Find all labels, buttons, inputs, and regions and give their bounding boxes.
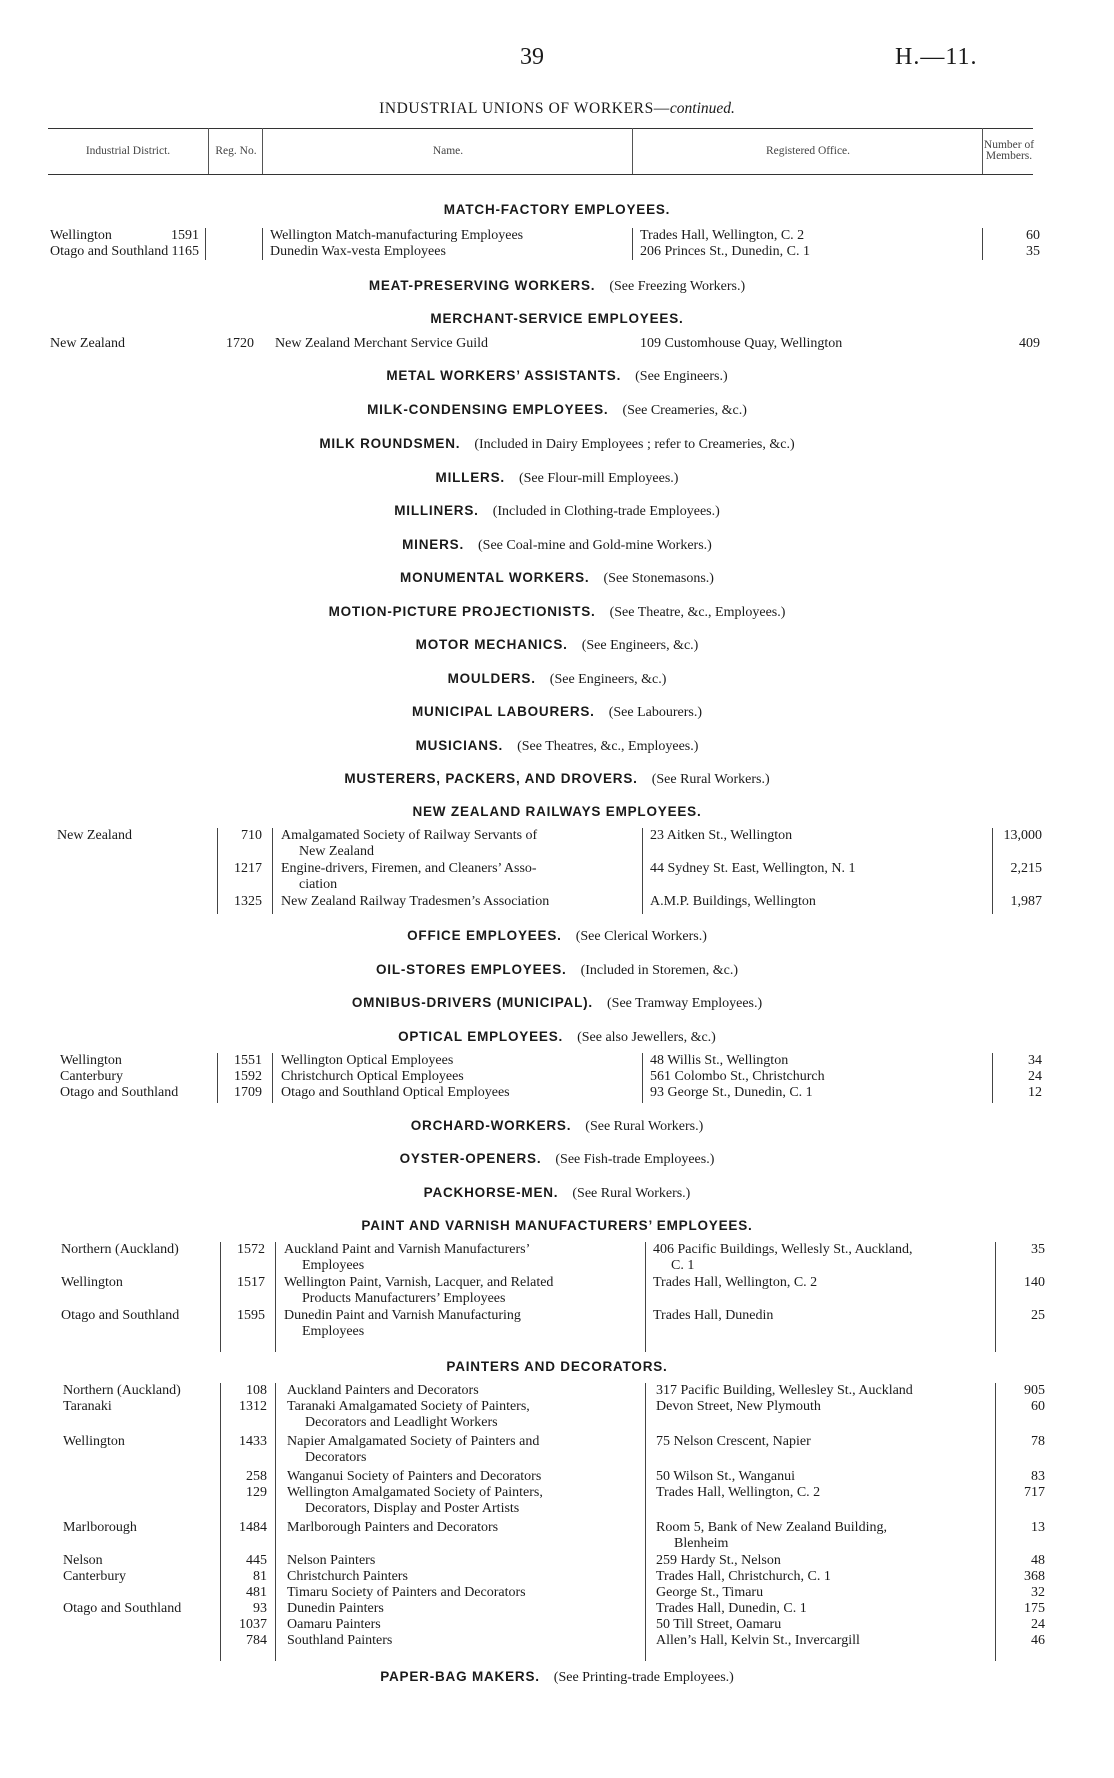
union-name: Taranaki Amalgamated Society of Painters, [287, 1399, 530, 1414]
section-note: (See also Jewellers, &c.) [577, 1030, 716, 1045]
section-note: (Included in Dairy Employees ; refer to Creameries, &c.) [474, 437, 795, 452]
office-address: Trades Hall, Christchurch, C. 1 [656, 1569, 831, 1584]
office-cell [656, 1617, 996, 1633]
members-cell: 140 [1024, 1275, 1045, 1290]
office-cell [650, 894, 990, 910]
office-cell [656, 1520, 996, 1551]
district-cell: Wellington [50, 228, 112, 243]
section-heading [0, 1151, 1114, 1168]
column-separator [220, 1242, 221, 1352]
reg-no-cell: 1312 [239, 1399, 267, 1414]
section-heading [0, 1669, 1114, 1686]
union-name: Timaru Society of Painters and Decorators [287, 1585, 526, 1600]
section-title: MUSTERERS, PACKERS, AND DROVERS. [344, 771, 638, 786]
section-note: (See Freezing Workers.) [609, 279, 746, 294]
section-heading [0, 804, 1114, 821]
section-title: MILLERS. [435, 470, 505, 485]
union-name-cell [281, 861, 661, 892]
office-cell [653, 1242, 993, 1273]
section-heading [0, 771, 1114, 788]
office-address: Devon Street, New Plymouth [656, 1399, 821, 1414]
reg-no-cell: 1720 [226, 336, 254, 351]
section-note: (See Engineers.) [635, 369, 728, 384]
office-cell [656, 1553, 996, 1569]
office-address: Trades Hall, Dunedin, C. 1 [656, 1601, 807, 1616]
members-cell: 83 [1031, 1469, 1045, 1484]
reg-no-cell: 1551 [234, 1053, 262, 1068]
district-cell: Otago and Southland [50, 244, 169, 259]
column-header-district: Industrial District. [85, 144, 171, 157]
union-name: Dunedin Paint and Varnish Manufacturing [284, 1308, 521, 1323]
union-name: Wellington Amalgamated Society of Painters, [287, 1485, 543, 1500]
district-cell: Wellington [63, 1434, 125, 1449]
section-note: (Included in Storemen, &c.) [580, 963, 739, 978]
office-address: 50 Wilson St., Wanganui [656, 1469, 795, 1484]
section-title: MOTION-PICTURE PROJECTIONISTS. [328, 604, 596, 619]
union-name-cell [287, 1399, 667, 1430]
office-address: 206 Princes St., Dunedin, C. 1 [640, 244, 810, 259]
office-cell [656, 1585, 996, 1601]
district-cell: Wellington [60, 1053, 122, 1068]
section-heading [0, 671, 1114, 688]
district-cell: Otago and Southland [60, 1085, 179, 1100]
union-name: Christchurch Optical Employees [281, 1069, 464, 1084]
members-cell: 35 [1026, 244, 1040, 259]
section-title: OFFICE EMPLOYEES. [407, 928, 562, 943]
members-cell: 717 [1024, 1485, 1045, 1500]
district-cell: Otago and Southland [63, 1601, 182, 1616]
district-cell: Marlborough [63, 1520, 137, 1535]
office-address: 109 Customhouse Quay, Wellington [640, 336, 843, 351]
union-name-continued: Employees [302, 1257, 365, 1273]
section-title: OYSTER-OPENERS. [399, 1151, 542, 1166]
union-name: Auckland Paint and Varnish Manufacturers’ [284, 1242, 531, 1257]
union-name-cell [287, 1469, 667, 1485]
union-name-cell [287, 1485, 667, 1516]
section-heading [0, 570, 1114, 587]
section-heading [0, 1029, 1114, 1046]
union-name-continued: Decorators and Leadlight Workers [305, 1414, 498, 1430]
members-cell: 48 [1031, 1553, 1045, 1568]
section-note: (See Clerical Workers.) [575, 929, 707, 944]
section-heading [0, 503, 1114, 520]
union-name-cell [270, 244, 650, 260]
section-title: OMNIBUS-DRIVERS (MUNICIPAL). [351, 995, 593, 1010]
section-note: (See Engineers, &c.) [581, 638, 699, 653]
office-cell [656, 1633, 996, 1649]
column-header-reg: Reg. No. [208, 128, 263, 174]
members-cell: 32 [1031, 1585, 1045, 1600]
reg-no-cell: 93 [253, 1601, 267, 1616]
page-number: 39 [520, 44, 544, 70]
office-address: 23 Aitken St., Wellington [650, 828, 793, 843]
section-note: (See Engineers, &c.) [549, 672, 667, 687]
section-heading [0, 928, 1114, 945]
reg-no-cell: 1592 [234, 1069, 262, 1084]
section-heading [0, 1218, 1114, 1235]
office-address: 50 Till Street, Oamaru [656, 1617, 782, 1632]
members-cell: 2,215 [1010, 861, 1042, 876]
section-title: NEW ZEALAND RAILWAYS EMPLOYEES. [412, 804, 702, 819]
reg-no-cell: 129 [246, 1485, 267, 1500]
union-name-continued: Employees [302, 1323, 365, 1339]
union-name-cell [287, 1633, 667, 1649]
district-cell: New Zealand [57, 828, 133, 843]
union-name-cell [281, 894, 661, 910]
section-title: OPTICAL EMPLOYEES. [398, 1029, 564, 1044]
union-name: Wellington Match-manufacturing Employees [270, 228, 524, 243]
section-title: PACKHORSE-MEN. [423, 1185, 559, 1200]
column-header-office: Registered Office. [632, 128, 983, 174]
section-heading [0, 402, 1114, 419]
office-address: George St., Timaru [656, 1585, 764, 1600]
section-heading [0, 995, 1114, 1012]
section-note: (See Printing-trade Employees.) [553, 1670, 734, 1685]
union-name-cell [281, 1053, 661, 1069]
union-name-cell [287, 1601, 667, 1617]
reg-no-cell: 1572 [237, 1242, 265, 1257]
members-cell: 60 [1026, 228, 1040, 243]
members-cell: 368 [1024, 1569, 1045, 1584]
section-title: MATCH-FACTORY EMPLOYEES. [443, 202, 671, 217]
section-title: PAINT AND VARNISH MANUFACTURERS’ EMPLOYEES. [361, 1218, 753, 1233]
section-title: MEAT-PRESERVING WORKERS. [368, 278, 596, 293]
reg-no-cell: 1037 [239, 1617, 267, 1632]
header-bottom-rule [48, 174, 1033, 175]
reg-no-cell: 1595 [237, 1308, 265, 1323]
section-note: (See Rural Workers.) [651, 772, 770, 787]
section-heading [0, 1118, 1114, 1135]
section-title: OIL-STORES EMPLOYEES. [375, 962, 567, 977]
section-note: (Included in Clothing-trade Employees.) [492, 504, 720, 519]
district-cell: Otago and Southland [61, 1308, 180, 1323]
union-name-cell [287, 1569, 667, 1585]
district-cell: Canterbury [63, 1569, 126, 1584]
section-note: (See Tramway Employees.) [607, 996, 763, 1011]
section-heading [0, 604, 1114, 621]
union-name: Dunedin Wax-vesta Employees [270, 244, 446, 259]
column-separator [205, 228, 206, 260]
reg-no-cell: 1484 [239, 1520, 267, 1535]
union-name-continued: ciation [299, 876, 338, 892]
section-heading [0, 1359, 1114, 1376]
office-cell [650, 1085, 990, 1101]
section-heading [0, 278, 1114, 295]
reg-no-cell: 1433 [239, 1434, 267, 1449]
office-address: Trades Hall, Dunedin [653, 1308, 774, 1323]
office-cell [640, 228, 980, 244]
office-address: 75 Nelson Crescent, Napier [656, 1434, 811, 1449]
office-address: Trades Hall, Wellington, C. 2 [640, 228, 805, 243]
union-name-cell [275, 336, 655, 352]
union-name: New Zealand Merchant Service Guild [275, 336, 489, 351]
district-cell: New Zealand [50, 336, 126, 351]
reg-no-cell: 108 [246, 1383, 267, 1398]
section-note: (See Creameries, &c.) [622, 403, 747, 418]
office-cell [656, 1434, 996, 1450]
members-cell: 13 [1031, 1520, 1045, 1535]
office-address: Trades Hall, Wellington, C. 2 [656, 1485, 821, 1500]
section-heading [0, 738, 1114, 755]
union-name-cell [287, 1383, 667, 1399]
office-cell [650, 828, 990, 844]
reg-no-cell: 710 [241, 828, 262, 843]
section-title: PAINTERS AND DECORATORS. [446, 1359, 668, 1374]
union-name-cell [287, 1585, 667, 1601]
section-title: ORCHARD-WORKERS. [410, 1118, 572, 1133]
district-cell: Nelson [63, 1553, 103, 1568]
union-name: Christchurch Painters [287, 1569, 408, 1584]
section-note: (See Theatres, &c., Employees.) [517, 739, 699, 754]
union-name: Wanganui Society of Painters and Decorators [287, 1469, 542, 1484]
union-name: Otago and Southland Optical Employees [281, 1085, 510, 1100]
members-cell: 24 [1031, 1617, 1045, 1632]
section-title: MONUMENTAL WORKERS. [400, 570, 590, 585]
section-title: METAL WORKERS’ ASSISTANTS. [386, 368, 622, 383]
office-cell [656, 1399, 996, 1415]
column-header-members: Number of Members. [982, 128, 1035, 174]
union-name-continued: Products Manufacturers’ Employees [302, 1290, 506, 1306]
union-name: Napier Amalgamated Society of Painters and [287, 1434, 540, 1449]
members-cell: 60 [1031, 1399, 1045, 1414]
office-cell [656, 1469, 996, 1485]
union-name-cell [284, 1308, 664, 1339]
section-title: MILLINERS. [394, 503, 479, 518]
members-cell: 35 [1031, 1242, 1045, 1257]
column-separator [220, 1383, 221, 1661]
office-address: 48 Willis St., Wellington [650, 1053, 789, 1068]
union-name: Southland Painters [287, 1633, 393, 1648]
union-name: Nelson Painters [287, 1553, 376, 1568]
district-cell: Northern (Auckland) [63, 1383, 181, 1398]
members-cell: 905 [1024, 1383, 1045, 1398]
office-address: 406 Pacific Buildings, Wellesly St., Auckland, [653, 1242, 913, 1257]
section-note: (See Coal-mine and Gold-mine Workers.) [478, 538, 712, 553]
office-address: 317 Pacific Building, Wellesley St., Auckland [656, 1383, 913, 1398]
reg-no-cell: 1517 [237, 1275, 265, 1290]
office-cell [653, 1275, 993, 1291]
office-cell [650, 861, 990, 877]
reg-no-cell: 81 [253, 1569, 267, 1584]
union-name-cell [281, 1085, 661, 1101]
office-address: Trades Hall, Wellington, C. 2 [653, 1275, 818, 1290]
section-title: PAPER-BAG MAKERS. [380, 1669, 540, 1684]
union-name: New Zealand Railway Tradesmen’s Association [281, 894, 550, 909]
section-note: (See Rural Workers.) [572, 1186, 691, 1201]
members-cell: 175 [1024, 1601, 1045, 1616]
section-heading [0, 368, 1114, 385]
section-title: MINERS. [402, 537, 464, 552]
office-cell [650, 1069, 990, 1085]
union-name-continued: Decorators, Display and Poster Artists [305, 1500, 520, 1516]
office-cell [656, 1569, 996, 1585]
section-title: MUSICIANS. [415, 738, 504, 753]
page-title [0, 100, 1114, 118]
reg-no-cell: 1325 [234, 894, 262, 909]
union-name: Dunedin Painters [287, 1601, 384, 1616]
section-title: MILK ROUNDSMEN. [319, 436, 461, 451]
union-name-cell [287, 1434, 667, 1465]
reg-no-cell: 1709 [234, 1085, 262, 1100]
union-name: Amalgamated Society of Railway Servants of [281, 828, 538, 843]
section-note: (See Fish-trade Employees.) [555, 1152, 715, 1167]
union-name: Oamaru Painters [287, 1617, 381, 1632]
document-reference: H.—11. [895, 44, 978, 70]
page-title-text: INDUSTRIAL UNIONS OF WORKERS— [379, 100, 670, 117]
reg-no-cell: 1165 [171, 244, 199, 259]
office-address-continued: Blenheim [674, 1535, 729, 1551]
reg-no-cell: 784 [246, 1633, 267, 1648]
members-cell: 24 [1028, 1069, 1042, 1084]
reg-no-cell: 1217 [234, 861, 262, 876]
office-cell [640, 244, 980, 260]
column-header-name: Name. [262, 128, 633, 174]
section-heading [0, 470, 1114, 487]
section-note: (See Labourers.) [608, 705, 703, 720]
union-name-cell [270, 228, 650, 244]
reg-no-cell: 481 [246, 1585, 267, 1600]
office-cell [656, 1485, 996, 1501]
office-address: 44 Sydney St. East, Wellington, N. 1 [650, 861, 856, 876]
column-separator [275, 1383, 276, 1661]
section-heading [0, 436, 1114, 453]
column-separator [272, 828, 273, 914]
union-name-cell [287, 1617, 667, 1633]
reg-no-cell: 445 [246, 1553, 267, 1568]
district-cell: Taranaki [63, 1399, 112, 1414]
office-cell [653, 1308, 993, 1324]
page-title-suffix: continued. [669, 100, 735, 117]
union-name-continued: New Zealand [299, 843, 375, 859]
office-address: Allen’s Hall, Kelvin St., Invercargill [656, 1633, 860, 1648]
section-heading [0, 537, 1114, 554]
union-name: Auckland Painters and Decorators [287, 1383, 479, 1398]
section-note: (See Flour-mill Employees.) [518, 471, 679, 486]
office-cell [650, 1053, 990, 1069]
district-cell: Northern (Auckland) [61, 1242, 179, 1257]
section-title: MOULDERS. [447, 671, 536, 686]
reg-no-cell: 258 [246, 1469, 267, 1484]
reg-no-cell: 1591 [171, 228, 199, 243]
office-cell [656, 1601, 996, 1617]
members-cell: 46 [1031, 1633, 1045, 1648]
office-address-continued: C. 1 [671, 1257, 695, 1273]
section-note: (See Rural Workers.) [585, 1119, 704, 1134]
section-title: MOTOR MECHANICS. [415, 637, 568, 652]
section-title: MUNICIPAL LABOURERS. [411, 704, 595, 719]
section-note: (See Stonemasons.) [603, 571, 714, 586]
office-cell [656, 1383, 996, 1399]
members-cell: 1,987 [1010, 894, 1042, 909]
section-heading [0, 202, 1114, 219]
office-address: A.M.P. Buildings, Wellington [650, 894, 816, 909]
union-name-cell [281, 828, 661, 859]
union-name-cell [281, 1069, 661, 1085]
column-separator [262, 228, 263, 260]
members-cell: 78 [1031, 1434, 1045, 1449]
union-name-cell [284, 1242, 664, 1273]
section-heading [0, 962, 1114, 979]
union-name: Marlborough Painters and Decorators [287, 1520, 499, 1535]
office-address: Room 5, Bank of New Zealand Building, [656, 1520, 887, 1535]
union-name-cell [287, 1553, 667, 1569]
office-address: 259 Hardy St., Nelson [656, 1553, 781, 1568]
union-name: Wellington Paint, Varnish, Lacquer, and Related [284, 1275, 554, 1290]
section-title: MERCHANT-SERVICE EMPLOYEES. [430, 311, 684, 326]
union-name-continued: Decorators [305, 1449, 367, 1465]
section-heading [0, 311, 1114, 328]
members-cell: 409 [1019, 336, 1040, 351]
union-name-cell [284, 1275, 664, 1306]
section-heading [0, 637, 1114, 654]
members-cell: 13,000 [1003, 828, 1042, 843]
section-heading [0, 1185, 1114, 1202]
section-note: (See Theatre, &c., Employees.) [609, 605, 786, 620]
column-separator [275, 1242, 276, 1352]
column-separator [995, 1242, 996, 1352]
section-heading [0, 704, 1114, 721]
district-cell: Canterbury [60, 1069, 123, 1084]
members-cell: 34 [1028, 1053, 1042, 1068]
members-cell: 12 [1028, 1085, 1042, 1100]
members-cell: 25 [1031, 1308, 1045, 1323]
district-cell: Wellington [61, 1275, 123, 1290]
section-title: MILK-CONDENSING EMPLOYEES. [367, 402, 609, 417]
office-address: 93 George St., Dunedin, C. 1 [650, 1085, 813, 1100]
office-address: 561 Colombo St., Christchurch [650, 1069, 825, 1084]
union-name: Engine-drivers, Firemen, and Cleaners’ Asso- [281, 861, 537, 876]
union-name-cell [287, 1520, 667, 1536]
column-separator [272, 1053, 273, 1103]
office-cell [640, 336, 980, 352]
union-name: Wellington Optical Employees [281, 1053, 454, 1068]
